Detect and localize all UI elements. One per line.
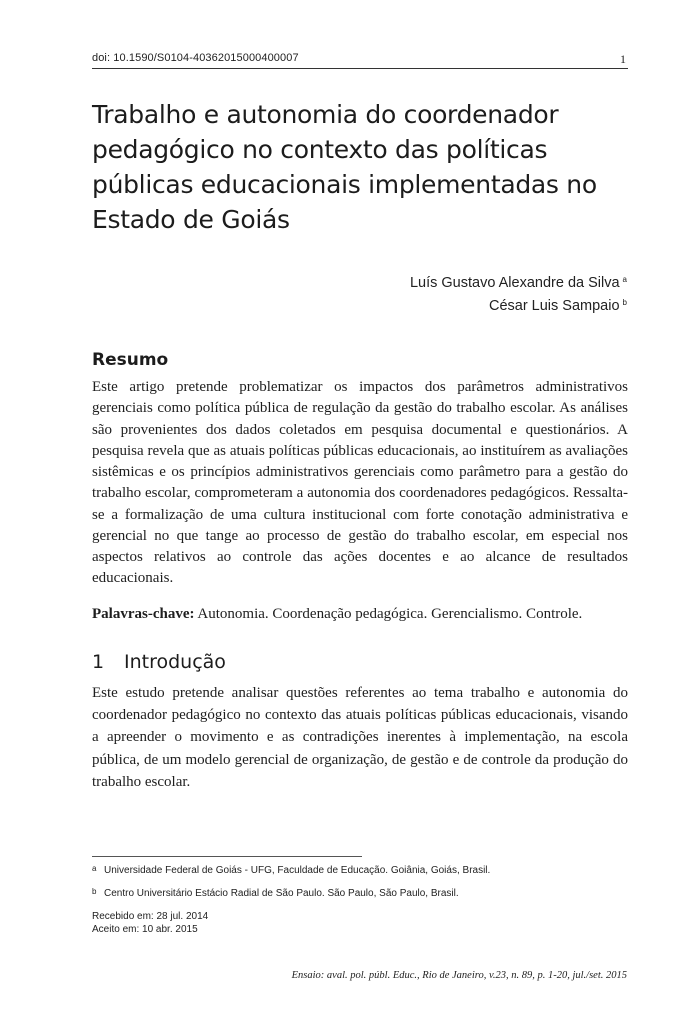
header-rule [92,68,628,69]
page-number: 1 [620,52,626,66]
affiliation-mark: b [622,298,627,307]
article-title: Trabalho e autonomia do coordenador pedagógico no contexto das políticas públicas educacionais implementadas no Estado de Goiás [92,100,597,234]
affiliation-mark: a [622,275,627,284]
author-name: César Luis Sampaio [488,298,620,314]
footnote-text: Universidade Federal de Goiás - UFG, Faculdade de Educação. Goiânia, Goiás, Brasil. [104,865,491,876]
introduction-heading [92,651,226,673]
accepted-date: Aceito em: 10 abr. 2015 [92,924,198,935]
doi-text[interactable]: doi: 10.1590/S0104-40362015000400007 [92,52,299,64]
footnote-b [92,886,632,900]
section-title: Introdução [124,651,226,673]
keywords-text: Autonomia. Coordenação pedagógica. Gerencialismo. Controle. [197,606,583,622]
received-date: Recebido em: 28 jul. 2014 [92,911,209,922]
footnote-mark: a [92,864,97,873]
introduction-text: Este estudo pretende analisar questões referentes ao tema trabalho e autonomia do coordenador pedagógico no contexto das atuais políticas públicas educacionais, visando a apreender o movimento e as contradições inerentes à implementação, na escola pública, de um modelo gerencial de organização, de gestão e de controle da produção do trabalho escolar. [92,685,628,790]
abstract-heading: Resumo [92,350,169,370]
author-2 [410,293,627,316]
author-name: Luís Gustavo Alexandre da Silva [409,275,620,291]
footnote-text: Centro Universitário Estácio Radial de São Paulo. São Paulo, São Paulo, Brasil. [104,888,459,899]
keywords-line [92,604,632,624]
footnote-mark: b [92,887,97,896]
abstract-text: Este artigo pretende problematizar os impactos dos parâmetros administrativos gerenciais como política pública de regulação da gestão do trabalho escolar. As análises são provenientes dos dados coletados em pesquisa documental e questionários. A pesquisa revela que as atuais políticas públicas educacionais, ao instituírem as avaliações sistêmicas e os princípios administrativos gerenciais como parâmetro para a gestão do trabalho escolar, comprometeram a autonomia dos coordenadores pedagógicos. Ressalta-se a formalização de uma cultura institucional com forte conotação administrativa e gerencial no que tange ao processo de gestão do trabalho escolar, em especial nos aspectos relativos ao controle das ações docentes e ao alcance de resultados educacionais. [92,379,628,587]
footnote-a [92,863,632,877]
author-list [410,270,627,316]
footnote-rule [92,856,362,857]
footnotes [92,863,632,909]
section-number: 1 [92,651,105,673]
author-1 [410,270,627,293]
submission-dates [92,910,208,936]
journal-citation: Ensaio: aval. pol. públ. Educ., Rio de Janeiro, v.23, n. 89, p. 1-20, jul./set. 2015 [291,970,627,981]
keywords-label: Palavras-chave: [92,606,195,622]
running-header [92,50,628,70]
